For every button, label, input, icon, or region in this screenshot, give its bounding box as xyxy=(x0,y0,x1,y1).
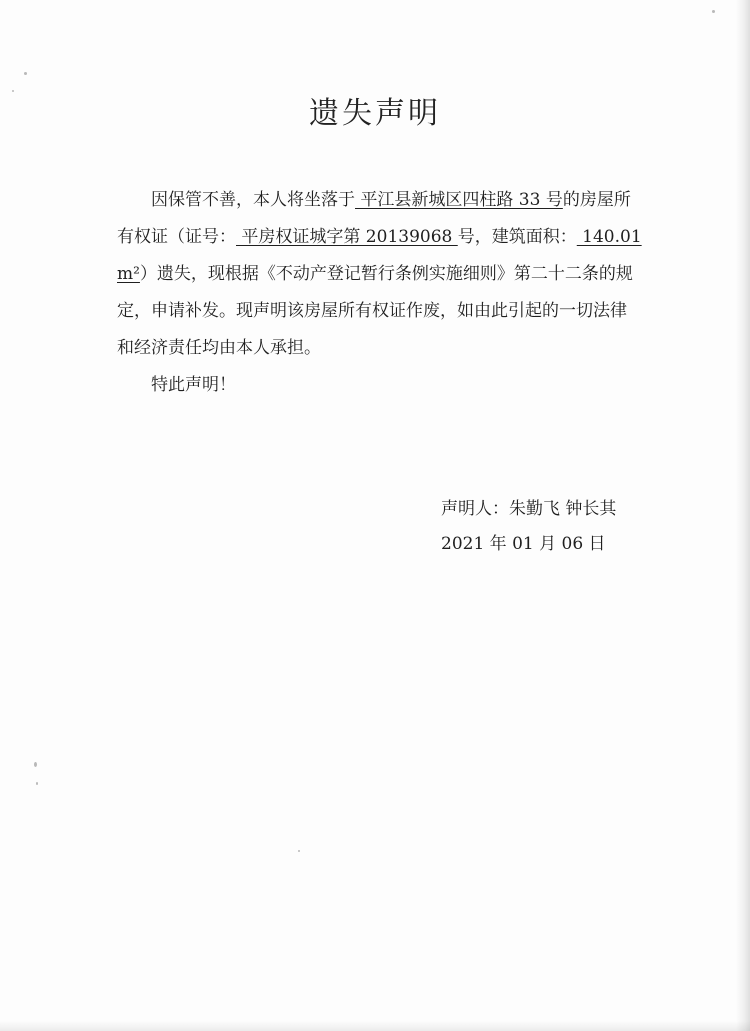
scan-bottom-shadow xyxy=(0,1021,750,1031)
body-line-1 xyxy=(117,182,637,219)
closing-statement: 特此声明！ xyxy=(151,375,236,395)
body-text-segment: 因保管不善，本人将坐落于 xyxy=(151,190,355,210)
body-line-2 xyxy=(117,219,642,256)
body-text-segment: 的房屋所 xyxy=(562,190,631,210)
body-text-segment: 号，建筑面积： xyxy=(457,227,577,247)
body-text-segment: ）遗失，现根据《不动产登记暂行条例实施细则》第二十二条的规 xyxy=(139,264,633,284)
body-text-segment: 有权证（证号： xyxy=(117,227,236,247)
scan-speck xyxy=(24,72,27,75)
scan-speck xyxy=(34,762,37,767)
declaration-body xyxy=(117,182,642,404)
declaration-date: 2021 年 01 月 06 日 xyxy=(441,534,606,554)
certificate-number: 平房权证城字第 20139068 xyxy=(236,227,458,247)
scan-speck xyxy=(298,850,300,852)
scan-speck xyxy=(36,782,38,785)
body-line-3 xyxy=(117,256,637,293)
page-title: 遗失声明 xyxy=(309,96,441,131)
building-area: 140.01 xyxy=(576,227,642,247)
body-line-5: 和经济责任均由本人承担。 xyxy=(117,338,321,358)
scan-edge-shadow xyxy=(736,0,750,1031)
body-line-4: 定，申请补发。现声明该房屋所有权证作废，如由此引起的一切法律 xyxy=(117,301,627,321)
property-address: 平江县新城区四柱路 33 号 xyxy=(355,190,563,210)
scan-speck xyxy=(12,90,14,92)
declarant-signature: 声明人：朱勤飞 钟长其 xyxy=(441,499,617,519)
area-unit: m² xyxy=(117,264,140,284)
scan-speck xyxy=(712,10,715,13)
